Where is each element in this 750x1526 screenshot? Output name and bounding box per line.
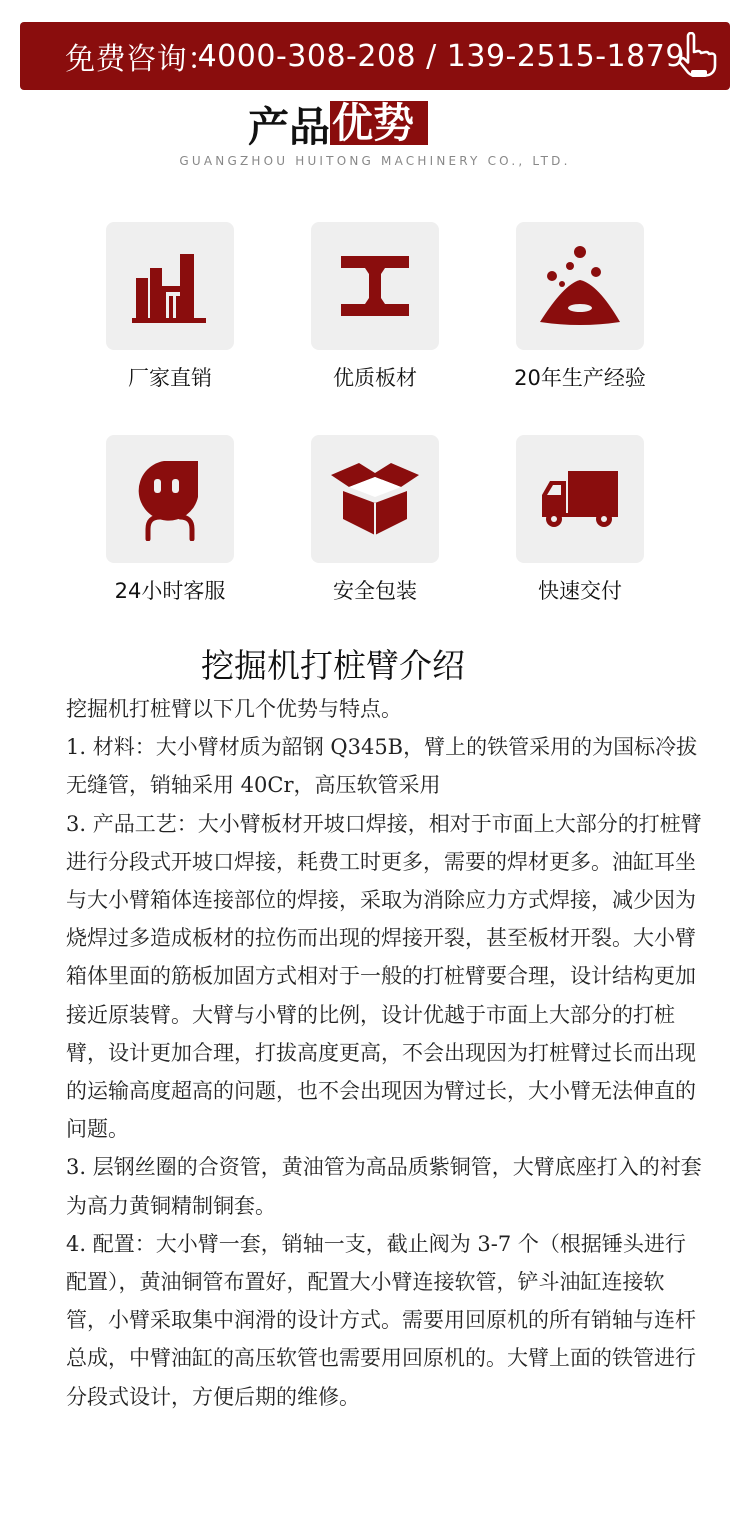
intro-paragraph: 3. 层钢丝圈的合资管，黄油管为高品质紫铜管，大臂底座打入的衬套为高力黄铜精制铜套。 <box>66 1155 702 1218</box>
title-part1: 产品 <box>248 102 330 151</box>
feature-tile <box>311 222 439 350</box>
title-part2: 优势 <box>330 101 428 145</box>
intro-body <box>66 690 706 1416</box>
feature-item <box>490 435 670 605</box>
company-subtitle: GUANGZHOU HUITONG MACHINERY CO., LTD. <box>179 154 571 168</box>
intro-paragraph: 4. 配置：大小臂一套，销轴一支，截止阀为 3-7 个（根据锤头进行配置），黄油铜管布置好，配置大小臂连接软管，铲斗油缸连接软管，小臂采取集中润滑的设计方式。需要用回原机的所有销轴与连杆总成，中臂油缸的高压软管也需要用回原机的。大臂上面的铁管进行分段式设计，方便后期的维修。 <box>66 1231 696 1409</box>
feature-label: 厂家直销 <box>128 366 212 390</box>
banner-label: 免费咨询： <box>65 42 218 77</box>
consultation-banner[interactable] <box>20 22 730 90</box>
service-character-icon <box>132 457 208 541</box>
feature-item <box>285 435 465 605</box>
intro-paragraph: 3. 产品工艺：大小臂板材开坡口焊接，相对于市面上大部分的打桩臂进行分段式开坡口焊接，耗费工时更多，需要的焊材更多。油缸耳坐与大小臂箱体连接部位的焊接，采取为消除应力方式焊接，减少因为烧焊过多造成板材的拉伤而出现的焊接开裂，甚至板材开裂。大小臂箱体里面的筋板加固方式相对于一般的打桩臂要合理，设计结构更加接近原装臂。大臂与小臂的比例，设计优越于市面上大部分的打桩臂，设计更加合理，打拔高度更高，不会出现因为打桩臂过长而出现的运输高度超高的问题，也不会出现因为臂过长，大小臂无法伸直的问题。 <box>66 811 702 1142</box>
phone-numbers[interactable]: 4000-308-208 / 139-2515-1879 <box>197 38 685 74</box>
feature-tile <box>106 435 234 563</box>
feature-item <box>285 222 465 392</box>
sand-pile-icon <box>536 244 624 328</box>
delivery-truck-icon <box>538 467 622 531</box>
feature-item <box>80 222 260 392</box>
feature-tile <box>106 222 234 350</box>
feature-tile <box>516 435 644 563</box>
steel-beam-icon <box>335 246 415 326</box>
open-box-icon <box>329 461 421 537</box>
feature-tile <box>311 435 439 563</box>
feature-label: 20年生产经验 <box>514 366 646 390</box>
feature-label: 安全包装 <box>333 579 417 603</box>
hand-pointer-icon <box>672 32 718 80</box>
intro-paragraph: 1. 材料：大小臂材质为韶钢 Q345B，臂上的铁管采用的为国标冷拔无缝管，销轴采用 40Cr，高压软管采用 <box>66 735 698 798</box>
page-title <box>248 98 428 151</box>
feature-item <box>490 222 670 392</box>
feature-label: 快速交付 <box>538 579 622 603</box>
intro-title: 挖掘机打桩臂介绍 <box>201 646 465 685</box>
feature-label: 24小时客服 <box>114 579 226 603</box>
intro-paragraph: 挖掘机打桩臂以下几个优势与特点。 <box>66 697 402 721</box>
feature-item <box>80 435 260 605</box>
feature-label: 优质板材 <box>333 366 417 390</box>
feature-tile <box>516 222 644 350</box>
factory-icon <box>130 246 210 326</box>
